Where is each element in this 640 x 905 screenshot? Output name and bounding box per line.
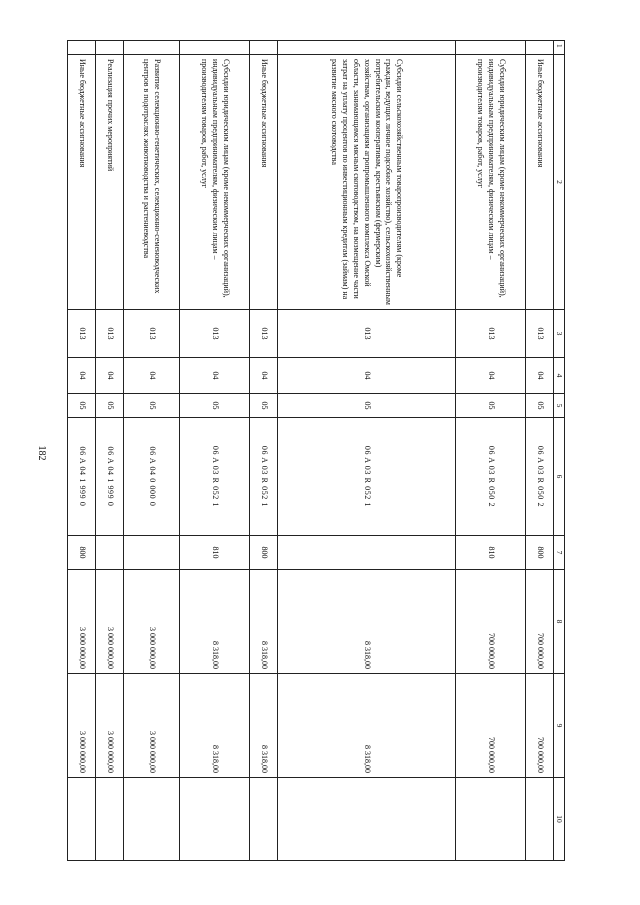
amount-cell: [67, 778, 95, 861]
amount-cell: 8 318,00: [277, 570, 455, 674]
target-article-cell: 06 A 04 0 000 0: [123, 418, 179, 536]
amount-cell: [249, 778, 277, 861]
header-cell: 10: [553, 778, 564, 861]
section-cell: 04: [525, 358, 553, 394]
expense-type-cell: 800: [525, 536, 553, 570]
page-number: 182: [36, 445, 47, 461]
name-cell: Субсидии юридическим лицам (кроме некоммерческих организаций), индивидуальным предпринимателям, физическим лицам – производителям товаров, работ, услуг: [455, 55, 525, 310]
subsection-cell: 05: [179, 394, 249, 418]
ministry-cell: 013: [123, 310, 179, 358]
row-num-cell: [455, 41, 525, 55]
subsection-cell: 05: [455, 394, 525, 418]
amount-cell: 700 000,00: [525, 570, 553, 674]
row-num-cell: [67, 41, 95, 55]
amount-cell: 8 318,00: [179, 570, 249, 674]
header-cell: 4: [553, 358, 564, 394]
header-cell: 9: [553, 674, 564, 778]
expense-type-cell: 800: [249, 536, 277, 570]
name-cell: Реализация прочих мероприятий: [95, 55, 123, 310]
ministry-cell: 013: [525, 310, 553, 358]
table-row: [179, 41, 249, 861]
header-cell: 8: [553, 570, 564, 674]
ministry-cell: 013: [95, 310, 123, 358]
amount-cell: 3 000 000,00: [95, 570, 123, 674]
amount-cell: 700 000,00: [525, 674, 553, 778]
name-cell: Развитие селекционно-генетических, селекционно-семеноводческих центров в подотраслях животноводства и растениеводства: [123, 55, 179, 310]
ministry-cell: 013: [179, 310, 249, 358]
header-row: [553, 41, 564, 861]
header-cell: 3: [553, 310, 564, 358]
amount-cell: 3 000 000,00: [67, 674, 95, 778]
rotated-page: [55, 40, 565, 860]
amount-cell: 3 000 000,00: [67, 570, 95, 674]
amount-cell: 8 318,00: [179, 674, 249, 778]
expense-type-cell: 800: [67, 536, 95, 570]
subsection-cell: 05: [95, 394, 123, 418]
target-article-cell: 06 A 03 R 052 1: [179, 418, 249, 536]
name-cell: Иные бюджетные ассигнования: [67, 55, 95, 310]
expense-type-cell: 810: [179, 536, 249, 570]
expense-type-cell: 810: [455, 536, 525, 570]
target-article-cell: 06 A 04 1 999 0: [95, 418, 123, 536]
ministry-cell: 013: [277, 310, 455, 358]
expense-type-cell: [277, 536, 455, 570]
section-cell: 04: [277, 358, 455, 394]
amount-cell: 3 000 000,00: [123, 570, 179, 674]
name-cell: Иные бюджетные ассигнования: [249, 55, 277, 310]
table-row: [95, 41, 123, 861]
subsection-cell: 05: [249, 394, 277, 418]
row-num-cell: [179, 41, 249, 55]
amount-cell: 3 000 000,00: [95, 674, 123, 778]
subsection-cell: 05: [525, 394, 553, 418]
amount-cell: [95, 778, 123, 861]
section-cell: 04: [95, 358, 123, 394]
row-num-cell: [249, 41, 277, 55]
target-article-cell: 06 A 04 1 999 0: [67, 418, 95, 536]
name-cell: Иные бюджетные ассигнования: [525, 55, 553, 310]
section-cell: 04: [179, 358, 249, 394]
section-cell: 04: [123, 358, 179, 394]
ministry-cell: 013: [455, 310, 525, 358]
section-cell: 04: [67, 358, 95, 394]
row-num-cell: [525, 41, 553, 55]
amount-cell: 8 318,00: [277, 674, 455, 778]
subsection-cell: 05: [123, 394, 179, 418]
row-num-cell: [95, 41, 123, 55]
header-cell: 5: [553, 394, 564, 418]
table-row: [249, 41, 277, 861]
header-cell: 1: [553, 41, 564, 55]
subsection-cell: 05: [67, 394, 95, 418]
amount-cell: 3 000 000,00: [123, 674, 179, 778]
table-row: [123, 41, 179, 861]
table-row: [277, 41, 455, 861]
expense-type-cell: [123, 536, 179, 570]
header-cell: 2: [553, 55, 564, 310]
subsection-cell: 05: [277, 394, 455, 418]
section-cell: 04: [249, 358, 277, 394]
amount-cell: 8 318,00: [249, 674, 277, 778]
header-cell: 6: [553, 418, 564, 536]
target-article-cell: 06 A 03 R 050 2: [455, 418, 525, 536]
name-cell: Субсидии юридическим лицам (кроме некоммерческих организаций), индивидуальным предпринимателям, физическим лицам – производителям товаров, работ, услуг: [179, 55, 249, 310]
amount-cell: 8 318,00: [249, 570, 277, 674]
target-article-cell: 06 A 03 R 050 2: [525, 418, 553, 536]
target-article-cell: 06 A 03 R 052 1: [277, 418, 455, 536]
table-row: [455, 41, 525, 861]
name-cell: Субсидии сельскохозяйственным товаропроизводителям (кроме граждан, ведущих личное подсобное хозяйство), сельскохозяйственным потребительским кооперативам, крестьянским (фермерским) хозяйствам, организациям агропромышленного комплекса Омской области, занимающимся мясным скотоводством, на возмещение части затрат на уплату процентов по инвестиционным кредитам (займам) на развитие мясного скотоводства: [277, 55, 455, 310]
expense-type-cell: [95, 536, 123, 570]
amount-cell: [179, 778, 249, 861]
ministry-cell: 013: [67, 310, 95, 358]
row-num-cell: [123, 41, 179, 55]
amount-cell: [123, 778, 179, 861]
amount-cell: 700 000,00: [455, 674, 525, 778]
target-article-cell: 06 A 03 R 052 1: [249, 418, 277, 536]
amount-cell: [455, 778, 525, 861]
table-row: [67, 41, 95, 861]
table-row: [525, 41, 553, 861]
ministry-cell: 013: [249, 310, 277, 358]
amount-cell: [525, 778, 553, 861]
amount-cell: [277, 778, 455, 861]
amount-cell: 700 000,00: [455, 570, 525, 674]
budget-table: [67, 40, 565, 861]
row-num-cell: [277, 41, 455, 55]
header-cell: 7: [553, 536, 564, 570]
section-cell: 04: [455, 358, 525, 394]
